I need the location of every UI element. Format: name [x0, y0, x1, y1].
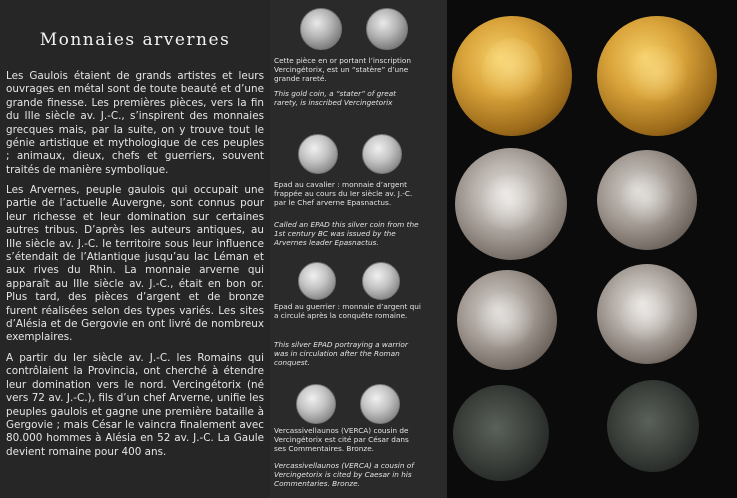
coin-thumbnail-epad-cavalier-obverse	[298, 134, 338, 174]
text-panel	[0, 0, 270, 498]
coin-thumbnail-epad-guerrier-reverse	[362, 262, 400, 300]
coin-thumbnail-epad-cavalier-reverse	[362, 134, 402, 174]
verca-bronze-obverse-photo	[453, 385, 549, 481]
caption-epad-cavalier-fr: Epad au cavalier : monnaie d’argent frappée au cours du Ier siècle av. J.-C. par le Chef arverne Epasnactus.	[274, 180, 413, 208]
coin-photo-panel	[447, 0, 737, 498]
paragraph-intro: Les Gaulois étaient de grands artistes et leurs ouvrages en métal sont de toute beauté et d’une grande finesse. Les premières pièces, vers la fin du IIIe siècle av. J.-C., s’inspirent des monnaies grecques mais, par la suite, on y trouve tout le génie artistique et mythologique de ces peuples ; animaux, dieux, chefs et guerriers, souvent traités de manière symbolique.	[6, 70, 264, 176]
caption-epad-guerrier-en: This silver EPAD portraying a warrior was in circulation after the Roman conquest.	[274, 340, 408, 368]
coin-thumbnail-verca-obverse	[296, 384, 336, 424]
epad-guerrier-obverse-photo	[457, 270, 557, 370]
caption-epad-cavalier-en: Called an EPAD this silver coin from the 1st century BC was issued by the Arvernes leader Epasnactus.	[274, 220, 419, 248]
caption-epad-guerrier-fr: Epad au guerrier : monnaie d’argent qui a circulé après la conquête romaine.	[274, 302, 421, 321]
page-title: Monnaies arvernes	[39, 30, 231, 50]
gold-stater-obverse-photo	[452, 16, 572, 136]
epad-guerrier-reverse-photo	[597, 264, 697, 364]
paragraph-romans: A partir du Ier siècle av. J.-C. les Romains qui contrôlaient la Provincia, ont cherché à étendre leur domination vers le nord. Vercingétorix (né vers 72 av. J.-C.), fils d’un chef Arverne, unifie les peuples gaulois et gagne une première bataille à Gergovie ; mais César le vaincra finalement avec 80.000 hommes à Alésia en 52 av. J.-C. La Gaule devient romaine pour 400 ans.	[6, 352, 264, 458]
gold-stater-reverse-photo	[597, 16, 717, 136]
verca-bronze-reverse-photo	[607, 380, 699, 472]
captions-panel	[270, 0, 447, 498]
coin-thumbnail-epad-guerrier-obverse	[298, 262, 336, 300]
caption-verca-en: Vercassivellaunos (VERCA) a cousin of Vercingetorix is cited by Caesar in his Commentaries. Bronze.	[274, 461, 414, 489]
epad-cavalier-reverse-photo	[597, 150, 697, 250]
coin-thumbnail-gold-reverse	[366, 8, 408, 50]
caption-verca-fr: Vercassivellaunos (VERCA) cousin de Vercingétorix est cité par César dans ses Commentaires. Bronze.	[274, 426, 409, 454]
paragraph-arvernes: Les Arvernes, peuple gaulois qui occupait une partie de l’actuelle Auvergne, sont connus pour leur richesse et leur domination sur certaines autres tribus. D’après les auteurs antiques, au IIIe siècle av. J.-C. le territoire sous leur influence s’étendait de l’Atlantique jusqu’au lac Léman et aux rives du Rhin. La monnaie arverne qui apparaît au IIIe siècle av. J.-C., était en bon or. Plus tard, des pièces d’argent et de bronze furent réalisées selon des types variés. Les sites d’Alésia et de Gergovie en ont livré de nombreux exemplaires.	[6, 184, 264, 344]
coin-thumbnail-verca-reverse	[360, 384, 400, 424]
caption-gold-fr: Cette pièce en or portant l’inscription Vercingétorix, est un “statère” d’une grande rareté.	[274, 56, 411, 84]
epad-cavalier-obverse-photo	[455, 148, 567, 260]
caption-gold-en: This gold coin, a “stater” of great rarety, is inscribed Vercingetorix	[274, 89, 397, 108]
coin-thumbnail-gold-obverse	[300, 8, 342, 50]
